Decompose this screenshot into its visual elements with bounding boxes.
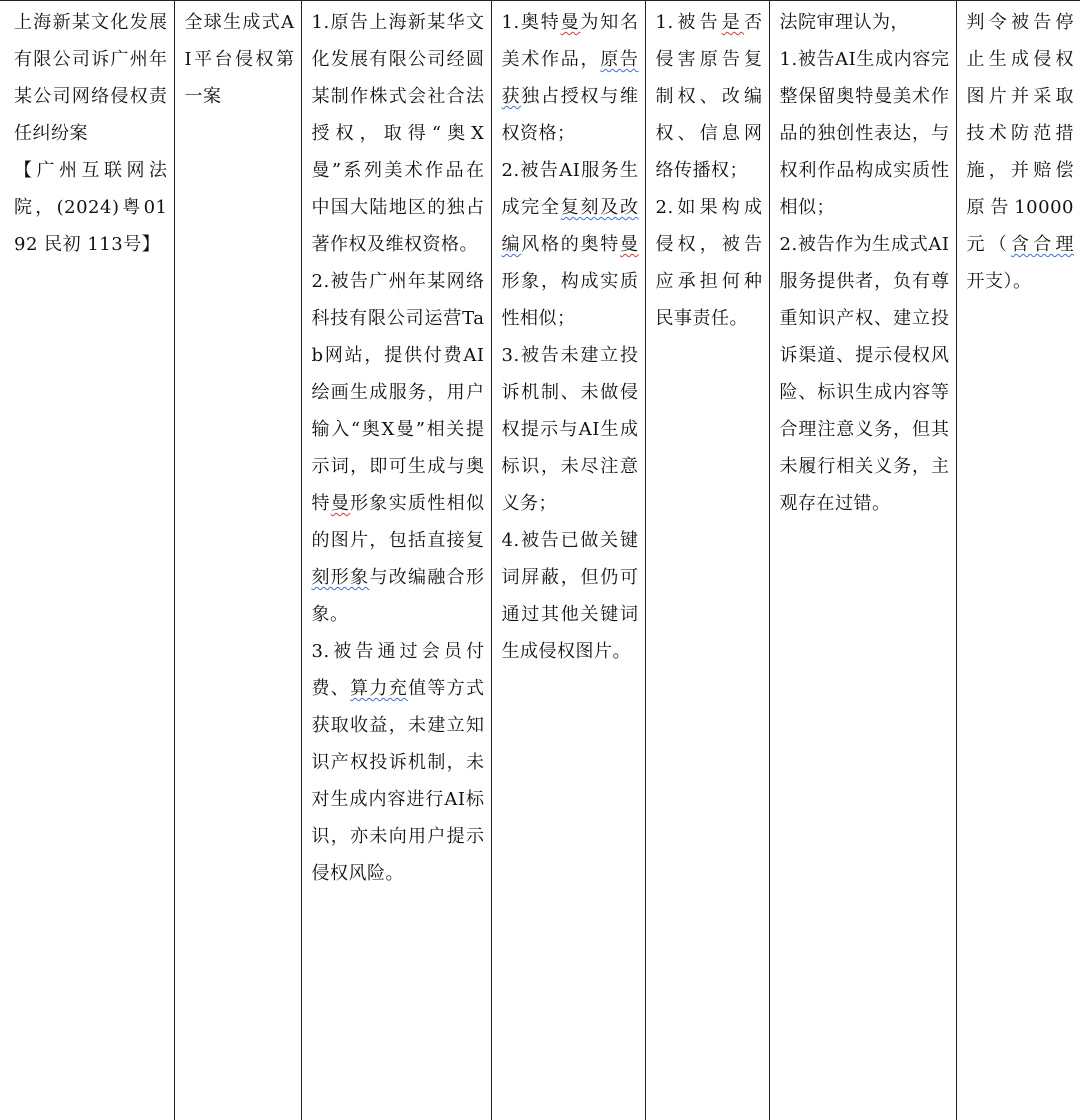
spellcheck-underline: 曼 — [560, 12, 581, 33]
case-findings-cell — [491, 1, 645, 1120]
findings-paragraph-1: 1.奥特曼为知名美术作品，原告获独占授权与维权资格； — [501, 12, 639, 144]
case-significance: 全球生成式AI平台侵权第一案 — [184, 12, 295, 107]
case-reasoning-cell — [769, 1, 956, 1120]
case-citation: 【广州互联网法院，(2024)粤0192 民初 113号】 — [14, 160, 168, 255]
grammar-underline: 原告获 — [501, 49, 639, 107]
facts-paragraph-3: 3.被告通过会员付费、算力充值等方式获取收益，未建立知识产权投诉机制，未对生成内容进行AI标识，亦未向用户提示侵权风险。 — [311, 641, 485, 884]
grammar-underline: 复刻及改编 — [501, 197, 639, 255]
facts-paragraph-2: 2.被告广州年某网络科技有限公司运营Tab网站，提供付费AI绘画生成服务，用户输入“奥X曼”相关提示词，即可生成与奥特曼形象实质性相似的图片，包括直接复刻形象与改编融合形象。 — [311, 271, 485, 625]
issues-paragraph-1: 1.被告是否侵害原告复制权、改编权、信息网络传播权； — [655, 12, 763, 181]
case-name-cell — [0, 1, 174, 1120]
grammar-underline: 刻形象 — [311, 567, 370, 588]
spellcheck-underline: 曼 — [620, 234, 639, 255]
case-significance-cell — [174, 1, 301, 1120]
reasoning-paragraph-1: 1.被告AI生成内容完整保留奥特曼美术作品的独创性表达，与权利作品构成实质性相似； — [779, 49, 950, 218]
case-facts-cell — [301, 1, 491, 1120]
case-name: 上海新某文化发展有限公司诉广州年某公司网络侵权责任纠纷案 — [14, 12, 168, 144]
reasoning-paragraph-2: 2.被告作为生成式AI服务提供者，负有尊重知识产权、建立投诉渠道、提示侵权风险、标识生成内容等合理注意义务，但其未履行相关义务，主观存在过错。 — [779, 234, 950, 514]
case-issues-cell — [645, 1, 769, 1120]
spellcheck-underline: 是 — [721, 12, 744, 33]
issues-paragraph-2: 2.如果构成侵权，被告应承担何种民事责任。 — [655, 197, 763, 329]
case-judgment-cell — [956, 1, 1080, 1120]
findings-paragraph-3: 3.被告未建立投诉机制、未做侵权提示与AI生成标识，未尽注意义务； — [501, 345, 639, 514]
table-row — [0, 1, 1080, 1120]
findings-paragraph-2: 2.被告AI服务生成完全复刻及改编风格的奥特曼形象，构成实质性相似； — [501, 160, 639, 329]
judgment-paragraph: 判令被告停止生成侵权图片并采取技术防范措施，并赔偿原告10000元（含合理开支）。 — [966, 12, 1074, 292]
spellcheck-underline: 曼 — [330, 493, 351, 514]
reasoning-intro: 法院审理认为， — [779, 12, 909, 33]
grammar-underline: 算力充 — [350, 678, 409, 699]
findings-paragraph-4: 4.被告已做关键词屏蔽，但仍可通过其他关键词生成侵权图片。 — [501, 530, 639, 662]
facts-paragraph-1: 1.原告上海新某华文化发展有限公司经圆某制作株式会社合法授权，取得“奥X曼”系列美术作品在中国大陆地区的独占著作权及维权资格。 — [311, 12, 485, 255]
grammar-underline: 含合理 — [1011, 234, 1074, 255]
